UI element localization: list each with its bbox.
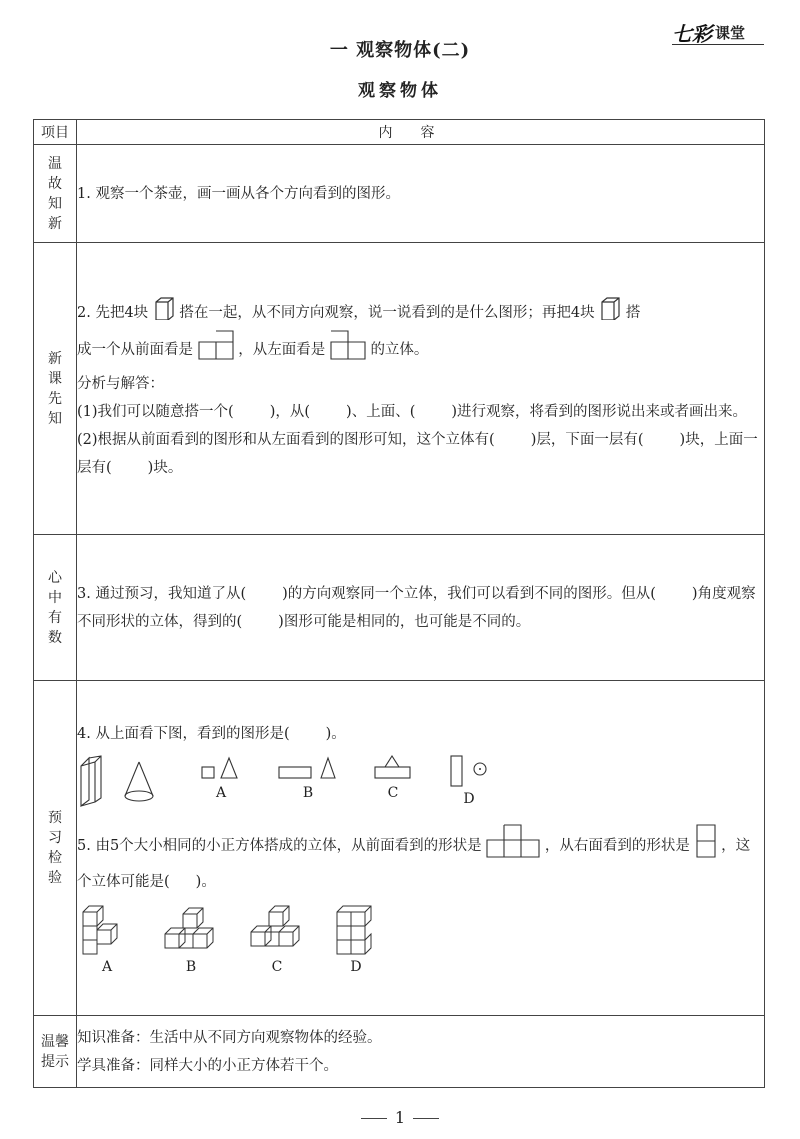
section-content-heart bbox=[77, 535, 765, 681]
option-b-label: B bbox=[185, 959, 197, 975]
front-view-figure bbox=[198, 330, 234, 370]
table-header-row bbox=[34, 120, 765, 145]
analysis-part-2: (2)根据从前面看到的图形和从左面看到的图形可知，这个立体有( )层，下面一层有( )块，上面一层有( )块。 bbox=[77, 431, 758, 476]
option-c[interactable] bbox=[373, 752, 413, 802]
option-d-label: D bbox=[350, 959, 362, 975]
option-d[interactable] bbox=[447, 752, 491, 808]
option-d[interactable] bbox=[331, 902, 381, 976]
option-b-label: B bbox=[302, 785, 314, 801]
cuboid-block-icon bbox=[599, 296, 621, 330]
option-a[interactable] bbox=[77, 902, 137, 976]
right-view-figure bbox=[695, 824, 717, 868]
lesson-title: 观察物体 bbox=[358, 81, 442, 101]
tip-knowledge: 知识准备：生活中从不同方向观察物体的经验。 bbox=[77, 1029, 382, 1046]
option-b[interactable] bbox=[159, 902, 223, 976]
column-header-content bbox=[77, 120, 765, 145]
left-view-figure bbox=[330, 330, 366, 370]
prism-and-cone-figure bbox=[77, 752, 159, 818]
section-tips bbox=[34, 1016, 765, 1088]
section-label-tips: 温馨提示 bbox=[34, 1016, 77, 1088]
brand-logo-mark: 七彩 bbox=[672, 22, 712, 46]
question-4: 4. 从上面看下图，看到的图形是( )。 bbox=[77, 726, 346, 742]
question-4-figures bbox=[77, 752, 764, 818]
option-a-label: A bbox=[215, 785, 227, 801]
option-a[interactable] bbox=[199, 752, 243, 802]
section-content-preview bbox=[77, 681, 765, 1016]
section-new bbox=[34, 243, 765, 535]
question-5: 5. 由5个大小相同的小正方体搭成的立体，从前面看到的形状是 ，从右面看到的形状是 ，这个立体可能是( )。 bbox=[77, 824, 764, 896]
option-d-label: D bbox=[463, 791, 475, 807]
section-content-new bbox=[77, 243, 765, 535]
option-b[interactable] bbox=[277, 752, 339, 802]
option-c-label: C bbox=[387, 785, 399, 801]
section-review bbox=[34, 145, 765, 243]
tip-materials: 学具准备：同样大小的小正方体若干个。 bbox=[77, 1057, 338, 1074]
page-number-text: 1 bbox=[394, 1108, 406, 1127]
question-1: 1. 观察一个茶壶，画一画从各个方向看到的图形。 bbox=[77, 185, 400, 202]
section-label-review: 温故知新 bbox=[34, 145, 77, 243]
section-heart bbox=[34, 535, 765, 681]
unit-title: 一 观察物体(二) bbox=[329, 40, 471, 61]
page-number bbox=[0, 1108, 800, 1127]
option-a-label: A bbox=[101, 959, 113, 975]
column-header-content-text: 内容 bbox=[378, 125, 463, 141]
section-content-review bbox=[77, 145, 765, 243]
question-5-options bbox=[77, 902, 764, 976]
brand-logo-text: 课堂 bbox=[715, 24, 746, 42]
option-c-label: C bbox=[271, 959, 283, 975]
section-preview bbox=[34, 681, 765, 1016]
section-content-tips bbox=[77, 1016, 765, 1088]
worksheet-table bbox=[33, 119, 765, 1088]
option-c[interactable] bbox=[245, 902, 309, 976]
section-label-new: 新课先知 bbox=[34, 243, 77, 535]
question-2: 2. 先把4块 搭在一起，从不同方向观察，说一说看到的是什么图形；再把4块 搭 成一个从前面看是 ，从左面看是 的立体。 bbox=[77, 296, 764, 370]
question-3: 3. 通过预习，我知道了从( )的方向观察同一个立体，我们可以看到不同的图形。但从( )角度观察不同形状的立体，得到的( )图形可能是相同的，也可能是不同的。 bbox=[77, 585, 756, 630]
analysis-heading: 分析与解答： bbox=[77, 375, 164, 392]
section-label-preview: 预习检验 bbox=[34, 681, 77, 1016]
column-header-item: 项目 bbox=[34, 120, 77, 145]
section-label-heart: 心中有数 bbox=[34, 535, 77, 681]
analysis-part-1: (1)我们可以随意搭一个( )，从( )、上面、( )进行观察，将看到的图形说出来或者画出来。 bbox=[77, 403, 748, 420]
cuboid-block-icon bbox=[153, 296, 175, 330]
front-view-figure bbox=[486, 824, 540, 868]
